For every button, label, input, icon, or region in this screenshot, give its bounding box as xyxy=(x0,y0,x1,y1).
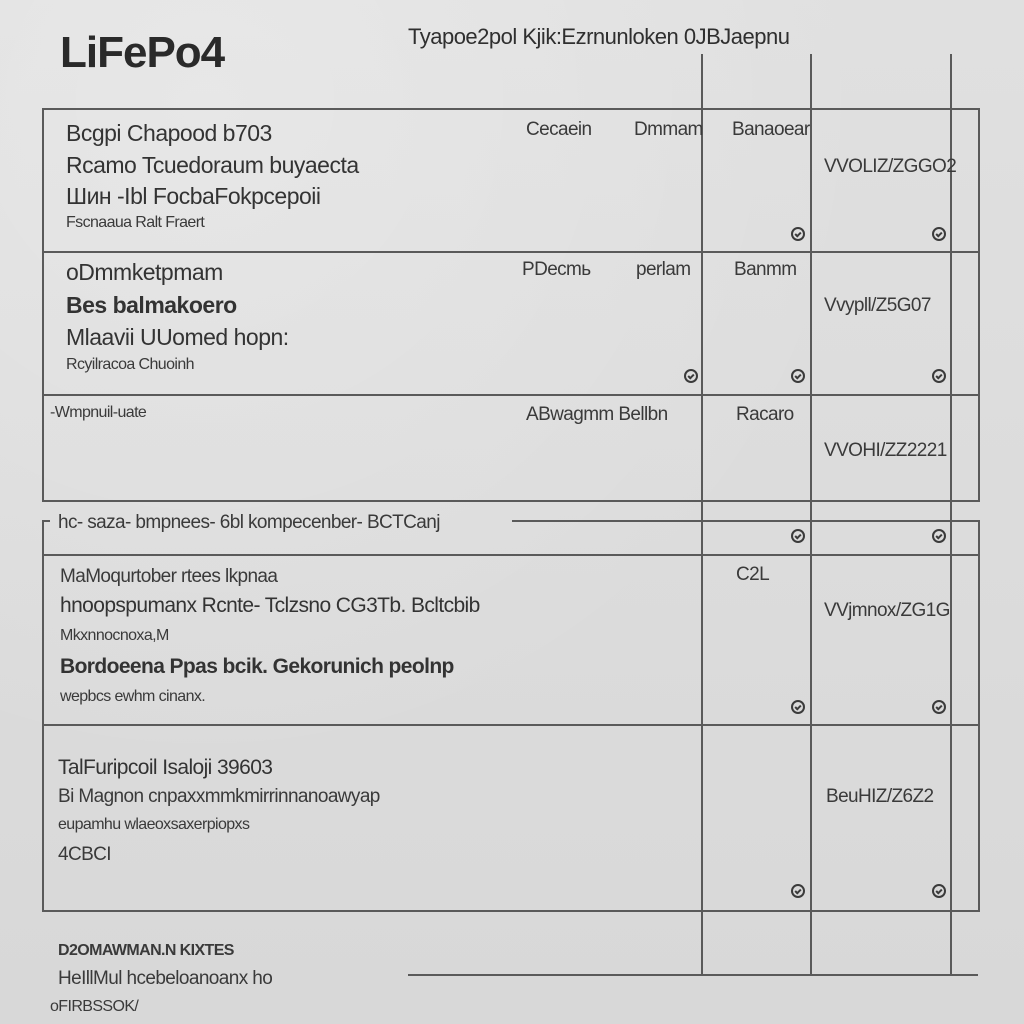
column-divider-2 xyxy=(810,54,812,976)
check-icon[interactable] xyxy=(932,884,946,898)
table1-left-border xyxy=(42,108,44,502)
row-code: Vvypll/Z5G07 xyxy=(824,295,931,316)
row-text-line: Bi Magnon cnpaxxmmkmirrinnanoawyap xyxy=(58,786,380,807)
footer-line: oFIRBSSOK/ xyxy=(50,998,139,1015)
row-code: BeuHIZ/Z6Z2 xyxy=(826,786,934,807)
footer-rule xyxy=(408,974,978,976)
row-col-a: PDecmь xyxy=(522,259,591,280)
row-code: VVjmnox/ZG1G xyxy=(824,600,950,621)
check-icon[interactable] xyxy=(932,227,946,241)
row-divider-1 xyxy=(42,251,980,253)
row-text-line: Mlaavii UUomed hopn: xyxy=(66,324,289,350)
row-text-line: TalFuripcoil Isaloji 39603 xyxy=(58,756,273,779)
row-col-c: Banmm xyxy=(734,259,797,280)
columns-header-label: Tyapoe2pol Kjik:Ezrnunloken 0JBJaepnu xyxy=(408,24,790,49)
footer-line: HeIllMul hcebeloanoanx ho xyxy=(58,968,273,989)
check-icon[interactable] xyxy=(932,529,946,543)
check-icon[interactable] xyxy=(932,369,946,383)
row-text-line: Rcamo Tcuedoraum buyaecta xyxy=(66,152,359,178)
table1-right-border xyxy=(978,108,980,502)
check-icon[interactable] xyxy=(791,700,805,714)
document-title: LiFePo4 xyxy=(60,28,225,77)
row-text-line: MaMoqurtober rtees lkpnaa xyxy=(60,566,278,587)
row-text-line: 4CBCI xyxy=(58,844,111,865)
row-code: VVOHI/ZZ2221 xyxy=(824,440,947,461)
check-icon[interactable] xyxy=(791,369,805,383)
check-icon[interactable] xyxy=(791,884,805,898)
row-col-a: Cecaein xyxy=(526,119,592,140)
row-col-c: Banaoear xyxy=(732,119,810,140)
row-text-line: wepbcs ewhm cinanx. xyxy=(60,688,206,705)
check-icon[interactable] xyxy=(791,529,805,543)
table1-bottom-border xyxy=(42,500,980,502)
table2-top-border-right xyxy=(512,520,980,522)
row-text-line: Rcyilracoa Chuoinh xyxy=(66,356,194,373)
row-col-b: C2L xyxy=(736,564,770,585)
row-col-c: Racaro xyxy=(736,404,794,425)
table1-top-border xyxy=(42,108,980,110)
row-text-line: hnoopspumanx Rcnte- Tclzsno CG3Tb. Bcltcbib xyxy=(60,594,480,617)
row-text-line: Bordoeena Ppas bcik. Gekorunich peolnp xyxy=(60,655,454,678)
table2-left-border xyxy=(42,520,44,912)
row-text-line: -Wmpnuil-uate xyxy=(50,404,147,421)
check-icon[interactable] xyxy=(791,227,805,241)
column-divider-1 xyxy=(701,54,703,976)
table2-bottom-border xyxy=(42,910,980,912)
row-divider-4 xyxy=(42,724,980,726)
footer-line: D2OMAWMAN.N KIXTES xyxy=(58,942,234,959)
column-divider-3 xyxy=(950,54,952,976)
check-icon[interactable] xyxy=(932,700,946,714)
row-col-b: perlam xyxy=(636,259,691,280)
row-text-line: eupamhu wlaeoxsaxerpiopxs xyxy=(58,816,250,833)
row-text-line: Шин -Ibl FocbaFokpcepoii xyxy=(66,183,321,209)
row-divider-2 xyxy=(42,394,980,396)
section-divider xyxy=(42,554,980,556)
row-col-b: Dmmam xyxy=(634,119,703,140)
row-text-line: Bes balmakoero xyxy=(66,292,237,318)
row-text-line: Bcgpi Chapood b703 xyxy=(66,120,272,146)
check-icon[interactable] xyxy=(684,369,698,383)
row-code: VVOLIZ/ZGGO2 xyxy=(824,156,957,177)
row-text-line: Fscnaaua Ralt Fraert xyxy=(66,214,205,231)
table2-right-border xyxy=(978,520,980,912)
row-text-line: Mkxnnocnoxa,M xyxy=(60,627,169,644)
row-col-a: ABwagmm Bellbn xyxy=(526,404,668,425)
row-text-line: oDmmketpmam xyxy=(66,259,223,285)
section-label: hc- saza- bmpnees- 6bl kompecenber- BCTCanj xyxy=(58,512,440,533)
